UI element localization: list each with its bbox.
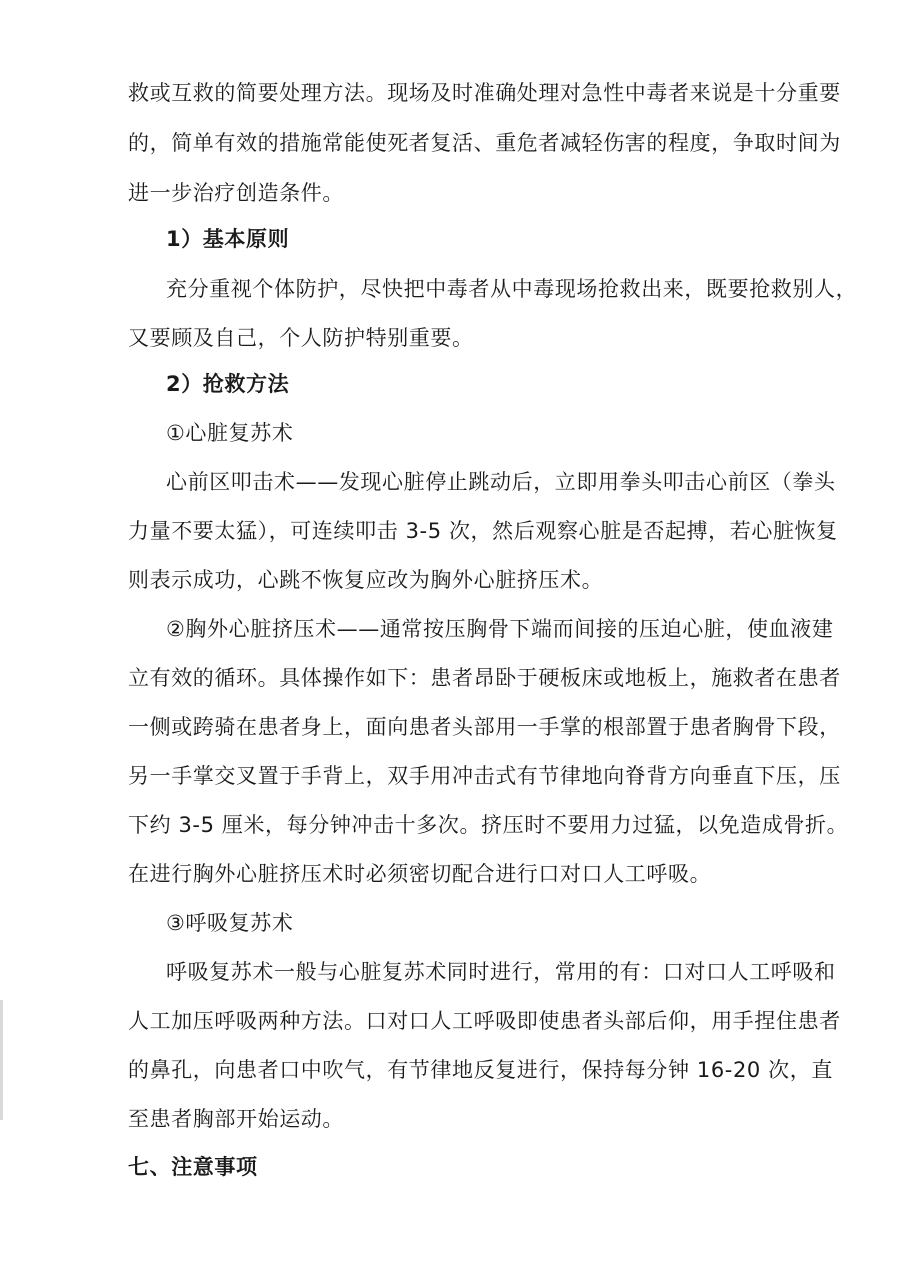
text-line: 又要顾及自己，个人防护特别重要。 [128, 326, 474, 350]
section-heading: 七、注意事项 [128, 1155, 258, 1179]
section-heading: 1）基本原则 [166, 227, 290, 251]
text-line: ②胸外心脏挤压术——通常按压胸骨下端而间接的压迫心脏，使血液建 [166, 617, 834, 641]
section-heading: 2）抢救方法 [166, 372, 290, 396]
text-line: 立有效的循环。具体操作如下：患者昂卧于硬板床或地板上，施救者在患者 [128, 666, 841, 690]
text-line: 人工加压呼吸两种方法。口对口人工呼吸即使患者头部后仰，用手捏住患者 [128, 1009, 841, 1033]
text-line: 另一手掌交叉置于手背上，双手用冲击式有节律地向脊背方向垂直下压，压 [128, 764, 841, 788]
text-line: 力量不要太猛），可连续叩击 3-5 次，然后观察心脏是否起搏，若心脏恢复 [128, 519, 838, 543]
text-line: 呼吸复苏术一般与心脏复苏术同时进行，常用的有：口对口人工呼吸和 [166, 960, 836, 984]
text-line: 在进行胸外心脏挤压术时必须密切配合进行口对口人工呼吸。 [128, 862, 712, 886]
text-line: 的鼻孔，向患者口中吹气，有节律地反复进行，保持每分钟 16-20 次，直 [128, 1058, 833, 1082]
text-line: 的，简单有效的措施常能使死者复活、重危者减轻伤害的程度，争取时间为 [128, 131, 841, 155]
text-line: 充分重视个体防护，尽快把中毒者从中毒现场抢救出来，既要抢救别人， [166, 277, 858, 301]
subsection-heading: ①心脏复苏术 [166, 421, 294, 445]
text-line: 进一步治疗创造条件。 [128, 181, 344, 205]
text-line: 救或互救的简要处理方法。现场及时准确处理对急性中毒者来说是十分重要 [128, 81, 841, 105]
text-line: 心前区叩击术——发现心脏停止跳动后，立即用拳头叩击心前区（拳头 [166, 470, 836, 494]
text-line: 下约 3-5 厘米，每分钟冲击十多次。挤压时不要用力过猛，以免造成骨折。 [128, 813, 849, 837]
scan-edge-shadow [0, 1000, 3, 1120]
text-line: 至患者胸部开始运动。 [128, 1107, 344, 1131]
subsection-heading: ③呼吸复苏术 [166, 911, 294, 935]
text-line: 则表示成功，心跳不恢复应改为胸外心脏挤压术。 [128, 568, 604, 592]
text-line: 一侧或跨骑在患者身上，面向患者头部用一手掌的根部置于患者胸骨下段， [128, 715, 841, 739]
